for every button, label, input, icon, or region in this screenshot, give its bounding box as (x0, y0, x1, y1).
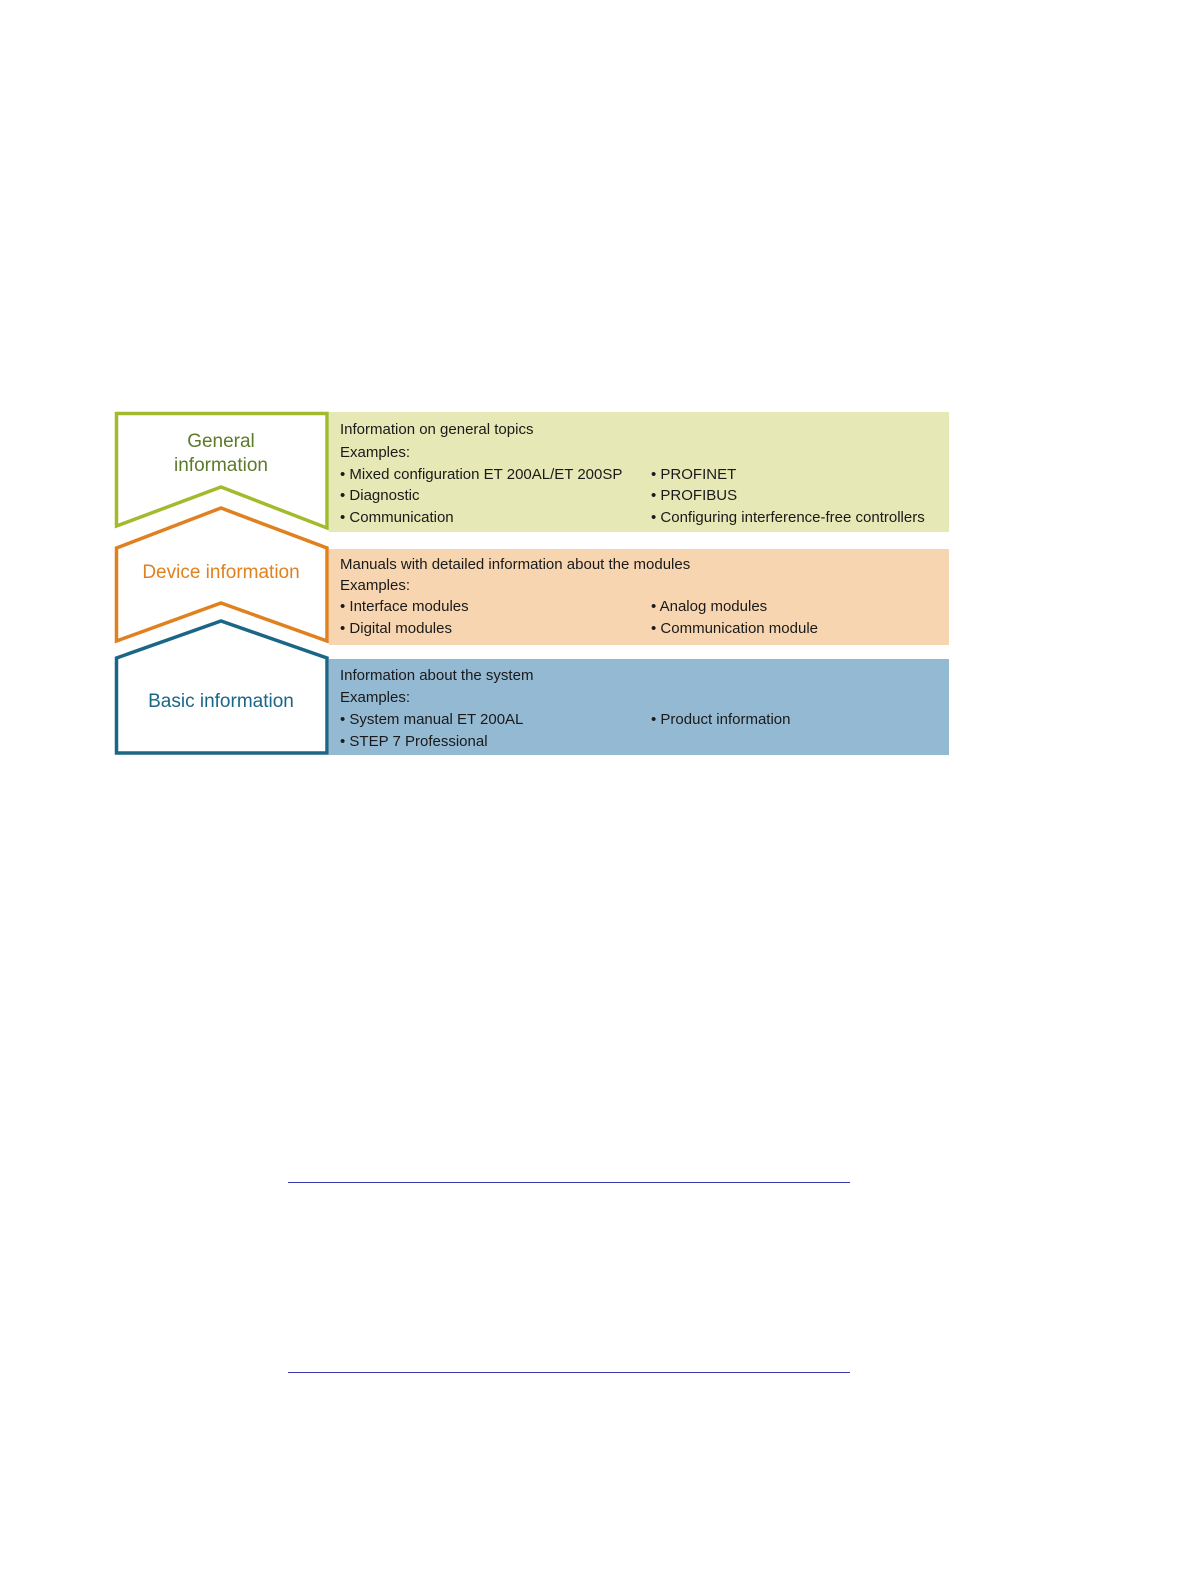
device-label: Device information (142, 562, 300, 583)
link-underline-top (288, 1182, 850, 1183)
device-heading: Manuals with detailed information about the modules (340, 556, 691, 573)
basic-example-right-1: • Product information (651, 711, 791, 728)
general-example-right-3: • Configuring interference-free controllers (651, 509, 925, 526)
general-example-left-3: • Communication (340, 509, 454, 526)
basic-example-left-1: • System manual ET 200AL (340, 711, 524, 728)
device-example-right-1: • Analog modules (651, 598, 768, 615)
device-example-left-2: • Digital modules (340, 620, 452, 637)
general-example-left-1: • Mixed configuration ET 200AL/ET 200SP (340, 466, 623, 483)
general-label-line-1: General (187, 431, 255, 452)
device-example-right-2: • Communication module (651, 620, 818, 637)
basic-examples-label: Examples: (340, 689, 411, 706)
general-example-right-2: • PROFIBUS (651, 487, 738, 504)
basic-heading: Information about the system (340, 667, 534, 684)
device-examples-label: Examples: (340, 577, 411, 594)
link-underline-bottom (288, 1372, 850, 1373)
general-label-line-2: information (174, 455, 268, 476)
basic-pentagon (117, 621, 328, 753)
device-example-left-1: • Interface modules (340, 598, 469, 615)
general-heading: Information on general topics (340, 421, 534, 438)
basic-example-left-2: • STEP 7 Professional (340, 733, 488, 750)
general-example-right-1: • PROFINET (651, 466, 737, 483)
general-examples-label: Examples: (340, 444, 411, 461)
basic-label: Basic information (148, 691, 294, 712)
general-example-left-2: • Diagnostic (340, 487, 420, 504)
